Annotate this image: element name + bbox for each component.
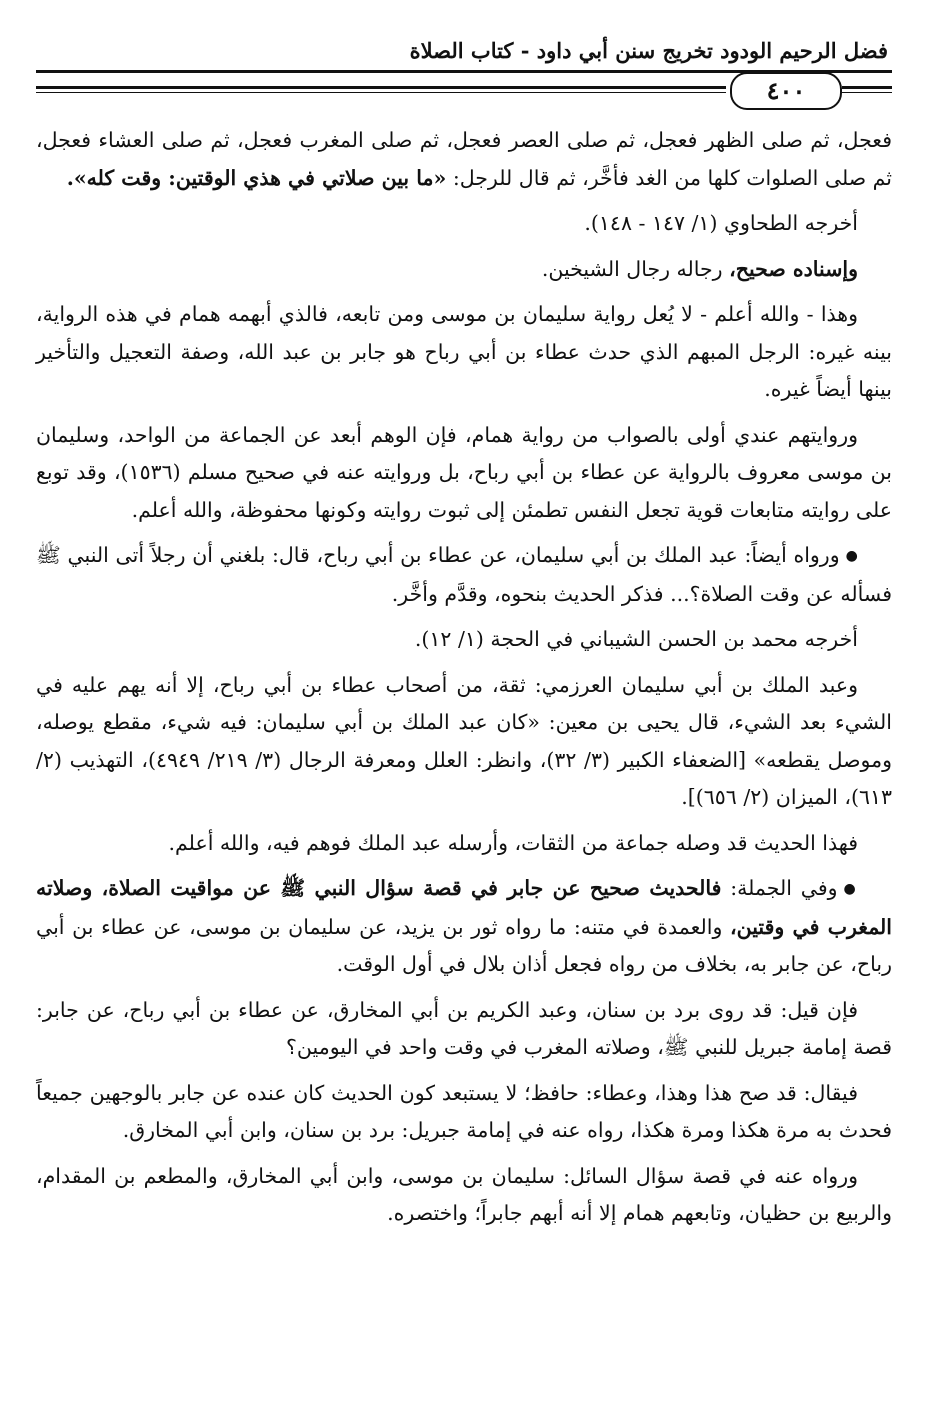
paragraph-text: وفي الجملة: [721,876,838,900]
paragraph-12 [36,1075,892,1150]
page-header [36,30,892,105]
paragraph-10 [36,870,892,984]
paragraph-1 [36,122,892,197]
paragraph-11 [36,992,892,1067]
paragraph-text: ورواه أيضاً: عبد الملك بن أبي سليمان، عن عطاء بن أبي رباح، قال: بلغني أن رجلاً أتى النبي ﷺ فسأله عن وقت الصلاة؟... فذكر الحديث بنحوه، وقدَّم وأخَّر. [36,543,892,606]
paragraph-text: فيقال: قد صح هذا وهذا، وعطاء: حافظ؛ لا يستبعد كون الحديث كان عنده عن جابر بالوجهين جميعاً فحدث به مرة هكذا ومرة هكذا، رواه عنه في إمامة جبريل: برد بن سنان، وابن أبي المخارق. [36,1080,892,1142]
grading-label: وإسناده صحيح، [729,256,858,281]
page-number: ٤٠٠ [730,72,842,110]
paragraph-text: فإن قيل: قد روى برد بن سنان، وعبد الكريم بن أبي المخارق، عن عطاء بن أبي رباح، عن جابر: قصة إمامة جبريل للنبي ﷺ، وصلاته المغرب في وقت واحد في اليومين؟ [36,997,892,1059]
paragraph-text: رجاله رجال الشيخين. [541,256,730,281]
hadith-quote: «ما بين صلاتي في هذي الوقتين: وقت كله». [66,165,447,190]
paragraph-text: وروايتهم عندي أولى بالصواب من رواية همام، فإن الوهم أبعد عن الجماعة من الواحد، وسليمان بن موسى معروف بالرواية عن عطاء بن أبي رباح، بل وروايته عنه في صحيح مسلم (١٥٣٦)، وقد توبع على روايته متابعات قوية تجعل النفس تطمئن إلى ثبوت روايته وكونها محفوظة، والله أعلم. [36,422,892,522]
paragraph-text: والعمدة في متنه: ما رواه ثور بن يزيد، عن سليمان بن موسى، عن عطاء بن أبي رباح، عن جابر به، بخلاف من رواه فجعل أذان بلال في أول الوقت. [36,914,892,976]
conclusion-bold: فالحديث صحيح عن جابر في قصة سؤال النبي ﷺ عن مواقيت الصلاة، وصلاته المغرب في وقتين، [36,876,892,939]
paragraph-6 [36,537,892,613]
paragraph-9 [36,825,892,863]
paragraph-text: أخرجه الطحاوي (١/ ١٤٧ - ١٤٨). [584,211,858,235]
bullet-icon: ● [845,548,858,564]
running-head: فضل الرحيم الودود تخريج سنن أبي داود - كتاب الصلاة [409,38,888,63]
paragraph-text: وعبد الملك بن أبي سليمان العرزمي: ثقة، من أصحاب عطاء بن أبي رباح، إلا أنه يهم عليه في الشيء بعد الشيء، قال يحيى بن معين: «كان عبد الملك بن أبي سليمان: فيه شيء، مقطع يوصله، وموصل يقطعه» [الضعفاء الكبير (٣/ ٣٢)، وانظر: العلل ومعرفة الرجال (٣/ ٢١٩/ ٤٩٤٩)، التهذيب (٢/ ٦١٣)، الميزان (٢/ ٦٥٦)]. [36,672,892,809]
paragraph-text: وهذا - والله أعلم - لا يُعل رواية سليمان بن موسى ومن تابعه، فالذي أبهمه همام في هذه الرواية، بينه غيره: الرجل المبهم الذي حدث عطاء بن أبي رباح هو جابر بن عبد الله، وصفة التعجيل والتأخير بينها أيضاً غيره. [36,302,892,401]
paragraph-2 [36,205,892,243]
paragraph-4 [36,296,892,409]
paragraph-13 [36,1158,892,1233]
paragraph-7 [36,621,892,659]
header-rule-right-thin [842,92,892,93]
paragraph-3 [36,251,892,289]
paragraph-text: ورواه عنه في قصة سؤال السائل: سليمان بن موسى، وابن أبي المخارق، والمطعم بن المقدام، والربيع بن حظيان، وتابعهم همام إلا أنه أبهم جابراً؛ واختصره. [36,1163,892,1225]
paragraph-text: فعجل، ثم صلى الظهر فعجل، ثم صلى العصر فعجل، ثم صلى المغرب فعجل، ثم صلى العشاء فعجل، ثم صلى الصلوات كلها من الغد فأخَّر، ثم قال للرجل: [36,128,892,190]
bullet-icon: ● [843,881,859,897]
book-page [36,30,892,1390]
header-rule-left [36,86,726,89]
header-rule-right [842,86,892,89]
paragraph-text: أخرجه محمد بن الحسن الشيباني في الحجة (١/ ١٢). [414,627,858,651]
paragraph-text: فهذا الحديث قد وصله جماعة من الثقات، وأرسله عبد الملك فوهم فيه، والله أعلم. [168,830,858,855]
main-text [36,122,892,1241]
header-rule-left-thin [36,92,726,93]
paragraph-8 [36,667,892,817]
paragraph-5 [36,417,892,530]
